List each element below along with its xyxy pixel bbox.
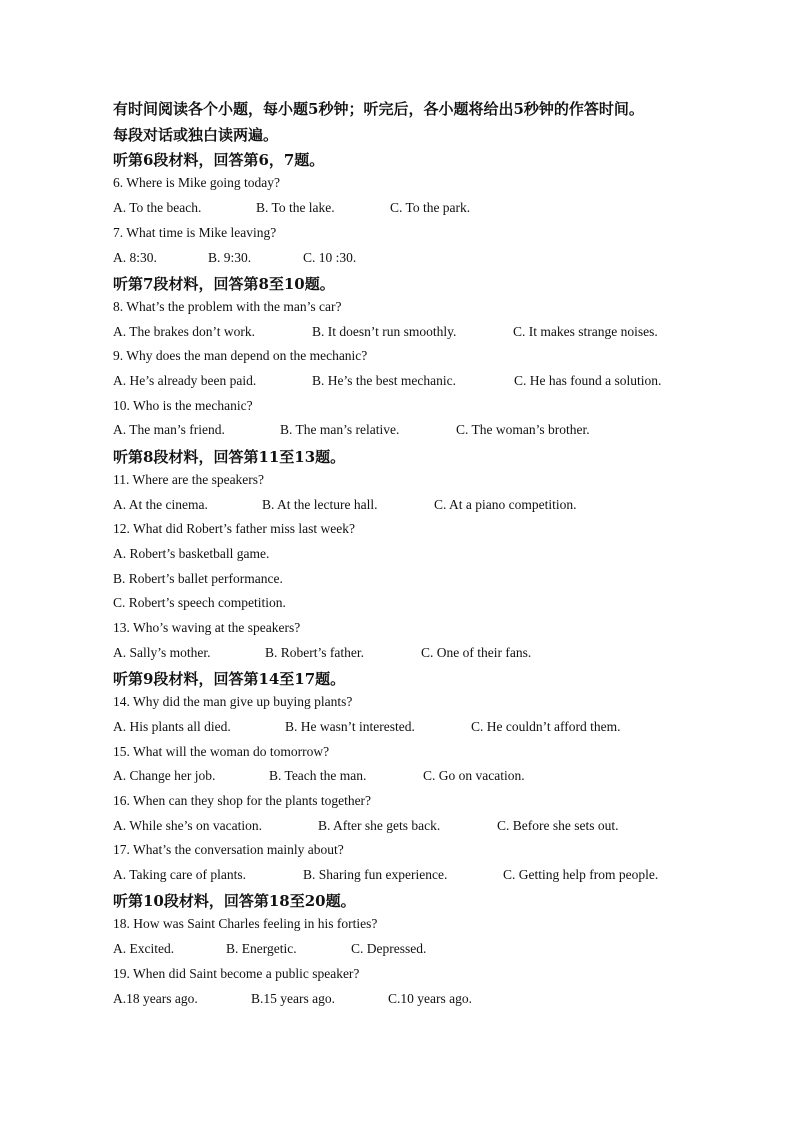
option-a: A. His plants all died. <box>113 719 231 734</box>
question-11: 11. Where are the speakers? <box>113 472 265 487</box>
option-c: C. He couldn’t afford them. <box>471 719 621 734</box>
option-a: A. Sally’s mother. <box>113 645 211 660</box>
option-b: B. He wasn’t interested. <box>285 719 415 734</box>
option-a: A. Robert’s basketball game. <box>113 546 270 561</box>
option-b: B. He’s the best mechanic. <box>312 373 456 388</box>
question-13: 13. Who’s waving at the speakers? <box>113 620 301 635</box>
option-c: C. The woman’s brother. <box>456 422 590 437</box>
option-b: B.15 years ago. <box>251 991 335 1006</box>
option-a: A. The brakes don’t work. <box>113 324 255 339</box>
section-heading: 听第8段材料，回答第11至13题。 <box>113 448 346 466</box>
question-9: 9. Why does the man depend on the mechanic? <box>113 348 368 363</box>
instruction-line-1: 有时间阅读各个小题，每小题5秒钟；听完后，各小题将给出5秒钟的作答时间。 <box>113 100 644 118</box>
question-17: 17. What’s the conversation mainly about? <box>113 842 344 857</box>
option-b: B. Energetic. <box>226 941 297 956</box>
question-18: 18. How was Saint Charles feeling in his forties? <box>113 916 378 931</box>
option-b: B. After she gets back. <box>318 818 441 833</box>
section-heading: 听第6段材料，回答第6，7题。 <box>113 151 325 169</box>
question-16: 16. When can they shop for the plants together? <box>113 793 372 808</box>
question-19: 19. When did Saint become a public speaker? <box>113 966 360 981</box>
question-6: 6. Where is Mike going today? <box>113 175 280 190</box>
option-b: B. The man’s relative. <box>280 422 400 437</box>
option-c: C. It makes strange noises. <box>513 324 658 339</box>
option-c: C. Go on vacation. <box>423 768 525 783</box>
option-b: B. Teach the man. <box>269 768 367 783</box>
section-heading: 听第7段材料，回答第8至10题。 <box>113 275 335 293</box>
option-a: A. Excited. <box>113 941 175 956</box>
option-c: C. To the park. <box>390 200 471 215</box>
option-a: A. To the beach. <box>113 200 202 215</box>
option-b: B. To the lake. <box>256 200 335 215</box>
option-a: A. While she’s on vacation. <box>113 818 262 833</box>
option-c: C. He has found a solution. <box>514 373 662 388</box>
question-15: 15. What will the woman do tomorrow? <box>113 744 330 759</box>
option-a: A. He’s already been paid. <box>113 373 257 388</box>
question-12: 12. What did Robert’s father miss last week? <box>113 521 355 536</box>
option-c: C. At a piano competition. <box>434 497 577 512</box>
option-c: C. Getting help from people. <box>503 867 659 882</box>
option-c: C. Before she sets out. <box>497 818 619 833</box>
option-c: C. 10 :30. <box>303 250 357 265</box>
option-a: A.18 years ago. <box>113 991 198 1006</box>
question-14: 14. Why did the man give up buying plants? <box>113 694 353 709</box>
option-b: B. Sharing fun experience. <box>303 867 448 882</box>
option-a: A. Change her job. <box>113 768 216 783</box>
option-b: B. 9:30. <box>208 250 252 265</box>
option-a: A. The man’s friend. <box>113 422 225 437</box>
option-a: A. Taking care of plants. <box>113 867 247 882</box>
option-a: A. 8:30. <box>113 250 157 265</box>
option-b: B. Robert’s ballet performance. <box>113 571 283 586</box>
section-heading: 听第10段材料，回答第18至20题。 <box>113 892 356 910</box>
option-c: C. Robert’s speech competition. <box>113 595 286 610</box>
option-c: C. Depressed. <box>351 941 427 956</box>
question-10: 10. Who is the mechanic? <box>113 398 253 413</box>
option-c: C.10 years ago. <box>388 991 472 1006</box>
option-b: B. Robert’s father. <box>265 645 364 660</box>
option-b: B. It doesn’t run smoothly. <box>312 324 457 339</box>
question-7: 7. What time is Mike leaving? <box>113 225 277 240</box>
option-b: B. At the lecture hall. <box>262 497 378 512</box>
instruction-line-2: 每段对话或独白读两遍。 <box>113 126 279 144</box>
option-a: A. At the cinema. <box>113 497 208 512</box>
question-8: 8. What’s the problem with the man’s car? <box>113 299 342 314</box>
option-c: C. One of their fans. <box>421 645 532 660</box>
section-heading: 听第9段材料，回答第14至17题。 <box>113 670 346 688</box>
